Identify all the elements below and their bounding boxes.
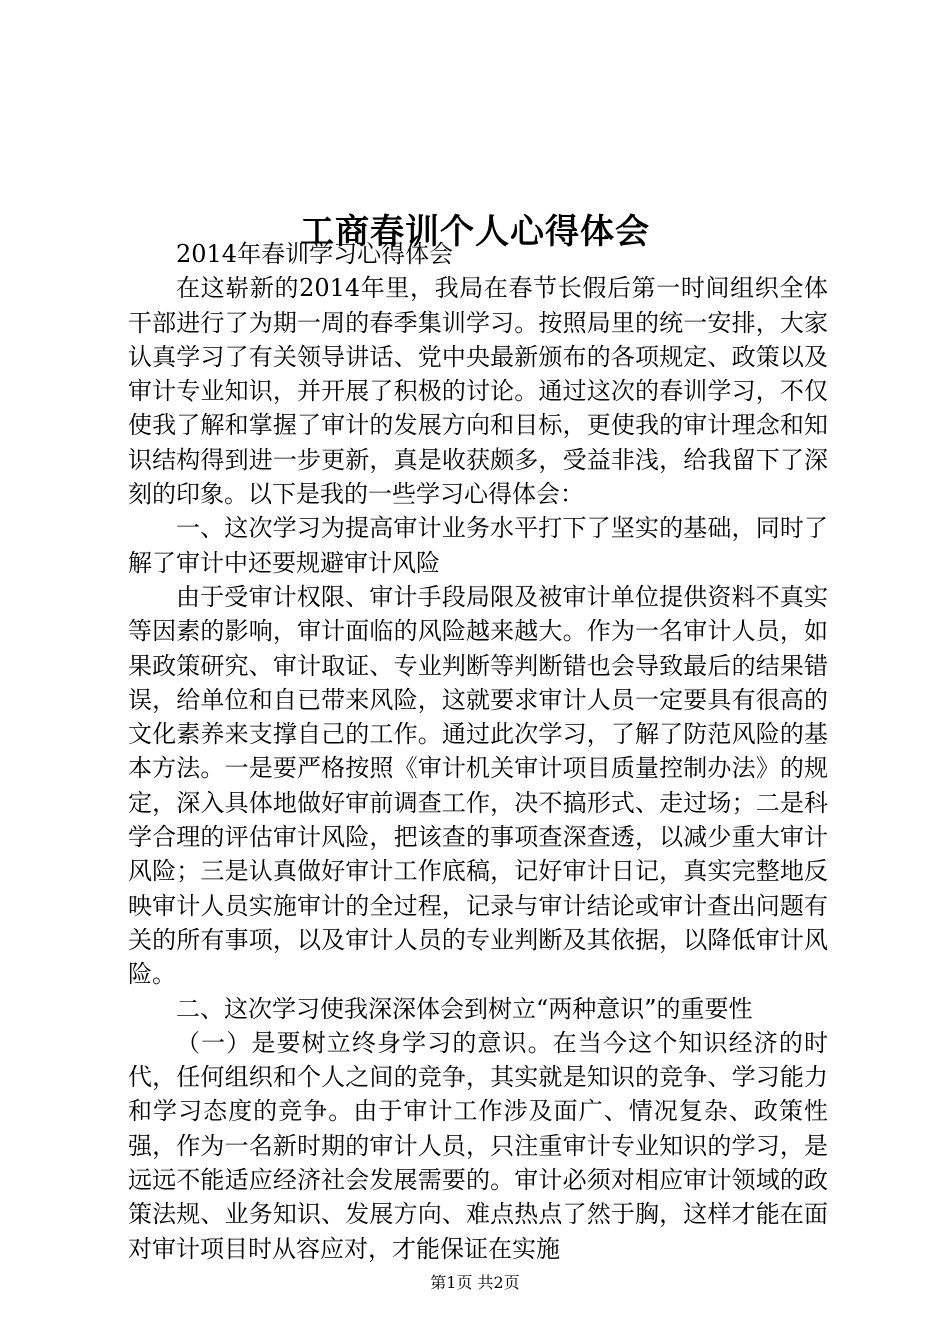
document-title: 工商春训个人心得体会 [300,211,650,252]
paragraph-lifelong-learning: （一）是要树立终身学习的意识。在当今这个知识经济的时代，任何组织和个人之间的竞争，其实就是知识的竞争、学习能力和学习态度的竞争。由于审计工作涉及面广、情况复杂、政策性强，作为一名新时期的审计人员，只注重审计专业知识的学习，是远远不能适应经济社会发展需要的。审计必须对相应审计领域的政策法规、业务知识、发展方向、难点热点了然于胸，这样才能在面对审计项目时从容应对，才能保证在实施 [128,1028,828,1263]
paragraph-risk: 由于受审计权限、审计手段局限及被审计单位提供资料不真实等因素的影响，审计面临的风险越来越大。作为一名审计人员，如果政策研究、审计取证、专业判断等判断错也会导致最后的结果错误，给单位和自已带来风险，这就要求审计人员一定要具有很高的文化素养来支撑自己的工作。通过此次学习，了解了防范风险的基本方法。一是要严格按照《审计机关审计项目质量控制办法》的规定，深入具体地做好审前调查工作，决不搞形式、走过场；二是科学合理的评估审计风险，把该查的事项查深查透，以减少重大审计风险；三是认真做好审计工作底稿，记好审计日记，真实完整地反映审计人员实施审计的全过程，记录与审计结论或审计查出问题有关的所有事项，以及审计人员的专业判断及其依据，以降低审计风险。 [128,582,828,989]
page-number: 第1页 共2页 [430,1273,520,1292]
paragraph-heading-one: 一、这次学习为提高审计业务水平打下了坚实的基础，同时了解了审计中还要规避审计风险 [128,514,828,577]
paragraph-intro: 在这崭新的2014年里，我局在春节长假后第一时间组织全体干部进行了为期一周的春季集训学习。按照局里的统一安排，大家认真学习了有关领导讲话、党中央最新颁布的各项规定、政策以及审计专业知识，并开展了积极的讨论。通过这次的春训学习，不仅使我了解和掌握了审计的发展方向和目标，更使我的审计理念和知识结构得到进一步更新，真是收获颇多，受益非浅，给我留下了深刻的印象。以下是我的一些学习心得体会： [128,274,828,509]
paragraph-heading-two: 二、这次学习使我深深体会到树立“两种意识”的重要性 [176,994,753,1023]
paragraph-subtitle: 2014年春训学习心得体会 [176,240,454,268]
document-body [128,237,828,1266]
